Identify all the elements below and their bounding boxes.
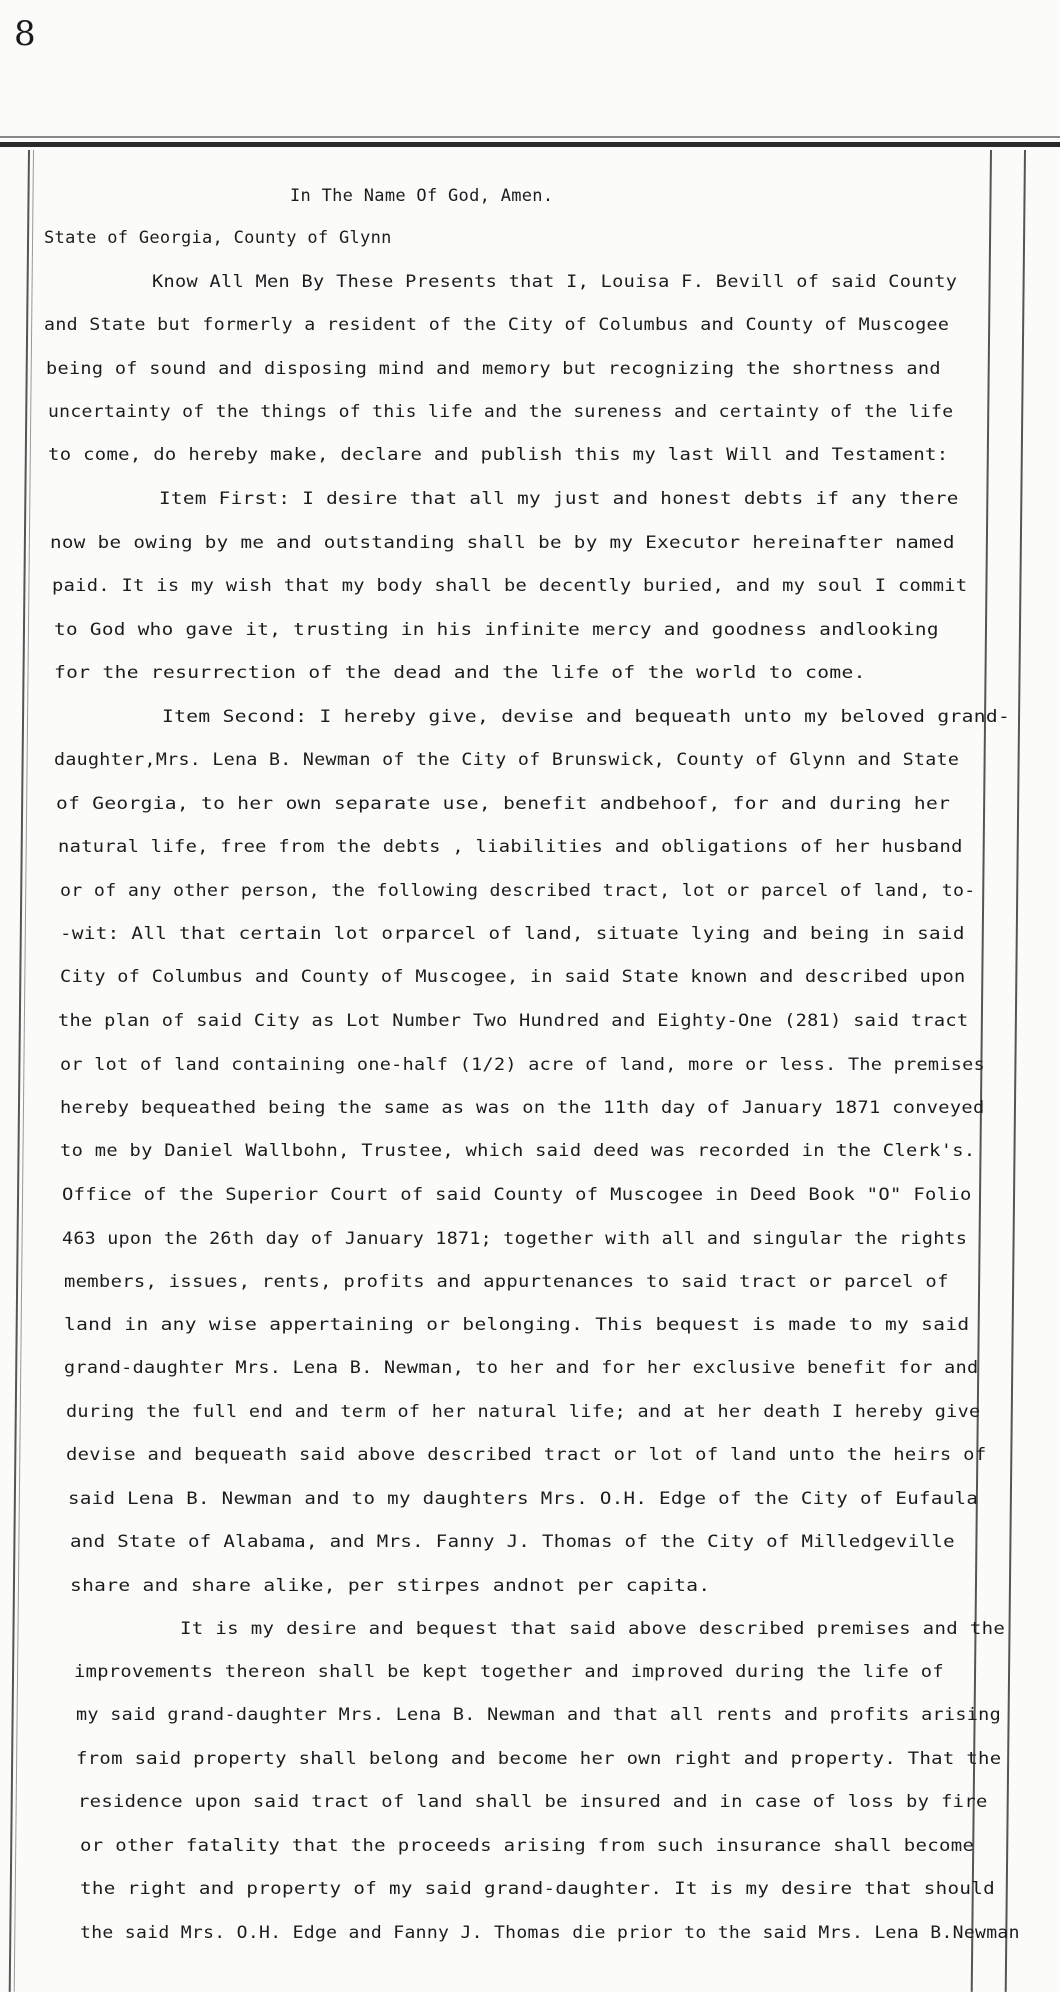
document-line: and State of Alabama, and Mrs. Fanny J. Thomas of the City of Milledgeville bbox=[70, 1532, 955, 1552]
document-line: the plan of said City as Lot Number Two Hundred and Eighty-One (281) said tract bbox=[58, 1011, 969, 1031]
document-line: members, issues, rents, profits and appurtenances to said tract or parcel of bbox=[64, 1272, 949, 1292]
document-line: land in any wise appertaining or belonging. This bequest is made to my said bbox=[64, 1315, 970, 1335]
document-line: for the resurrection of the dead and the life of the world to come. bbox=[54, 663, 866, 683]
document-line: or lot of land containing one-half (1/2) acre of land, more or less. The premises bbox=[60, 1055, 986, 1075]
document-line: to come, do hereby make, declare and publish this my last Will and Testament: bbox=[48, 445, 949, 465]
document-line: uncertainty of the things of this life and the sureness and certainty of the life bbox=[48, 402, 954, 422]
document-line: State of Georgia, County of Glynn bbox=[44, 228, 392, 248]
document-line: Item First: I desire that all my just and honest debts if any there bbox=[159, 489, 959, 509]
document-line: the said Mrs. O.H. Edge and Fanny J. Thomas die prior to the said Mrs. Lena B.Newman bbox=[80, 1923, 1020, 1943]
document-line: natural life, free from the debts , liabilities and obligations of her husband bbox=[58, 837, 963, 857]
document-line: to God who gave it, trusting in his infinite mercy and goodness andlooking bbox=[54, 620, 939, 640]
right-margin-line-outer bbox=[1005, 150, 1026, 1992]
document-line: improvements thereon shall be kept together and improved during the life of bbox=[74, 1662, 944, 1682]
document-line: or other fatality that the proceeds arising from such insurance shall become bbox=[80, 1836, 975, 1856]
document-line: Item Second: I hereby give, devise and bequeath unto my beloved grand- bbox=[162, 707, 1011, 727]
document-line: Know All Men By These Presents that I, Louisa F. Bevill of said County bbox=[152, 272, 958, 292]
document-line: during the full end and term of her natural life; and at her death I hereby give bbox=[66, 1402, 981, 1422]
left-margin-line bbox=[9, 150, 30, 1992]
document-line: grand-daughter Mrs. Lena B. Newman, to her and for her exclusive benefit for and bbox=[64, 1358, 979, 1378]
document-line: to me by Daniel Wallbohn, Trustee, which said deed was recorded in the Clerk's. bbox=[60, 1141, 976, 1161]
document-line: from said property shall belong and become her own right and property. That the bbox=[76, 1749, 1002, 1769]
document-line: share and share alike, per stirpes andnot per capita. bbox=[70, 1576, 711, 1596]
document-line: said Lena B. Newman and to my daughters Mrs. O.H. Edge of the City of Eufaula bbox=[68, 1489, 979, 1509]
document-line: City of Columbus and County of Muscogee, in said State known and described upon bbox=[60, 967, 966, 987]
document-line: Office of the Superior Court of said County of Muscogee in Deed Book "O" Folio bbox=[62, 1185, 972, 1205]
page-number: 8 bbox=[14, 14, 36, 54]
document-line: now be owing by me and outstanding shall be by my Executor hereinafter named bbox=[50, 533, 955, 553]
document-line: devise and bequeath said above described tract or lot of land unto the heirs of bbox=[66, 1445, 987, 1465]
document-line: of Georgia, to her own separate use, benefit andbehoof, for and during her bbox=[56, 794, 951, 814]
header-rule-thick bbox=[0, 142, 1060, 147]
document-line: daughter,Mrs. Lena B. Newman of the City of Brunswick, County of Glynn and State bbox=[54, 750, 960, 770]
document-heading: In The Name Of God, Amen. bbox=[290, 186, 554, 206]
header-rule-thin bbox=[0, 136, 1060, 138]
document-line: paid. It is my wish that my body shall be decently buried, and my soul I commit bbox=[52, 576, 968, 596]
document-line: -wit: All that certain lot orparcel of land, situate lying and being in said bbox=[60, 924, 965, 944]
document-line: being of sound and disposing mind and memory but recognizing the shortness and bbox=[46, 359, 941, 379]
document-line: It is my desire and bequest that said above described premises and the bbox=[180, 1619, 1006, 1639]
document-line: hereby bequeathed being the same as was on the 11th day of January 1871 conveyed bbox=[60, 1098, 985, 1118]
document-line: the right and property of my said grand-daughter. It is my desire that should bbox=[80, 1879, 996, 1899]
document-line: 463 upon the 26th day of January 1871; together with all and singular the rights bbox=[62, 1229, 968, 1249]
left-margin-line-inner bbox=[14, 150, 34, 1992]
document-line: my said grand-daughter Mrs. Lena B. Newman and that all rents and profits arising bbox=[76, 1705, 1002, 1725]
document-line: and State but formerly a resident of the City of Columbus and County of Muscogee bbox=[44, 315, 950, 335]
document-line: or of any other person, the following described tract, lot or parcel of land, to- bbox=[60, 881, 976, 901]
document-line: residence upon said tract of land shall be insured and in case of loss by fire bbox=[78, 1792, 988, 1812]
